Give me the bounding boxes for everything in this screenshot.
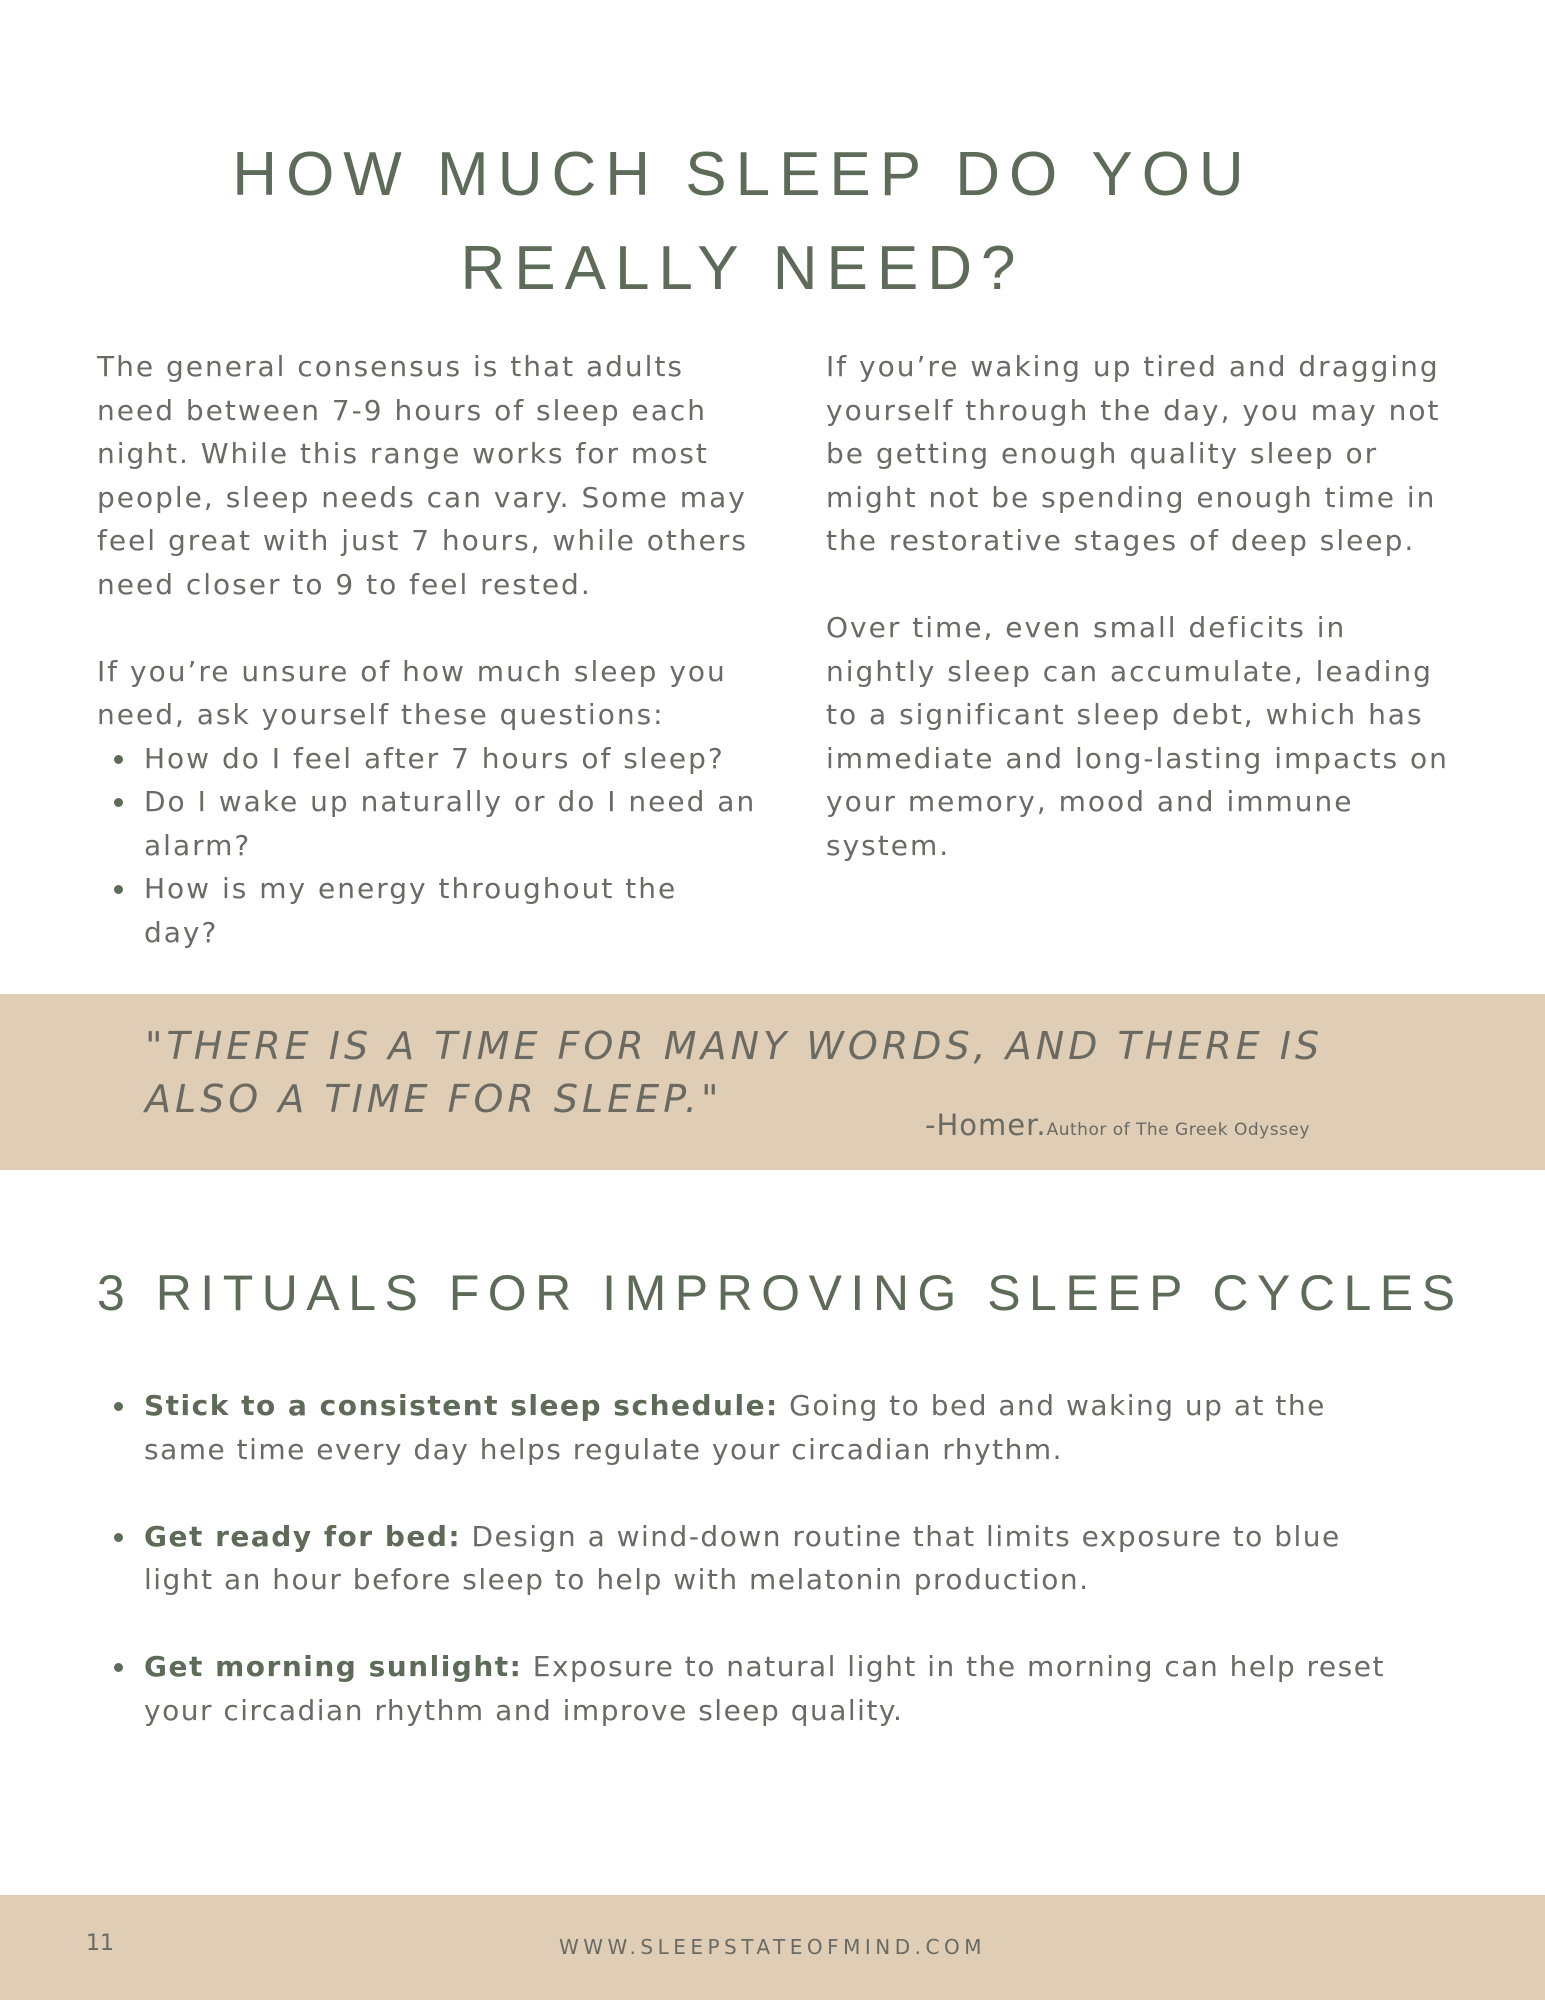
- page-title-line-2: REALLY NEED?: [460, 234, 1025, 303]
- left-paragraph-2: If you’re unsure of how much sleep you need, ask yourself these questions:: [97, 654, 727, 731]
- list-item: How is my energy throughout the day?: [97, 867, 757, 954]
- footer: [0, 1895, 1545, 2000]
- page-title: [120, 128, 1365, 316]
- right-column: [826, 345, 1466, 867]
- left-column: [97, 345, 757, 954]
- right-paragraph-2: Over time, even small deficits in nightly sleep can accumulate, leading to a significant sleep debt, which has immediate and long-lasting impacts on your memory, mood and immune system.: [826, 611, 1449, 862]
- paragraph-spacer: [97, 606, 757, 650]
- quote-author: -Homer.: [925, 1108, 1047, 1142]
- page-title-line-1: HOW MUCH SLEEP DO YOU: [232, 140, 1253, 209]
- quote-band: [0, 994, 1545, 1170]
- list-item: Do I wake up naturally or do I need an alarm?: [97, 780, 757, 867]
- page-number: 11: [86, 1931, 114, 1956]
- quote-text: "THERE IS A TIME FOR MANY WORDS, AND THERE IS ALSO A TIME FOR SLEEP.": [145, 1024, 1324, 1121]
- quote-attribution: [925, 1108, 1310, 1142]
- rituals-list: [97, 1384, 1397, 1776]
- left-paragraph-1: The general consensus is that adults need between 7-9 hours of sleep each night. While this range works for most people, sleep needs can vary. Some may feel great with just 7 hours, while others need closer to 9 to feel rested.: [97, 350, 748, 601]
- questions-list: [97, 737, 757, 955]
- right-paragraph-1: If you’re waking up tired and dragging yourself through the day, you may not be getting enough quality sleep or might not be spending enough time in the restorative stages of deep sleep.: [826, 350, 1441, 557]
- paragraph-spacer: [826, 563, 1466, 607]
- ritual-text: Going to bed and waking up at the same time every day helps regulate your circadian rhythm.: [144, 1389, 1326, 1466]
- ritual-text: Design a wind-down routine that limits exposure to blue light an hour before sleep to help with melatonin production.: [144, 1519, 1341, 1596]
- list-item: How do I feel after 7 hours of sleep?: [97, 737, 757, 781]
- footer-url: WWW.SLEEPSTATEOFMIND.COM: [559, 1935, 986, 1959]
- ritual-heading: Get morning sunlight:: [144, 1650, 523, 1683]
- quote-author-role: Author of The Greek Odyssey: [1046, 1120, 1310, 1140]
- rituals-title: 3 RITUALS FOR IMPROVING SLEEP CYCLES: [97, 1265, 1464, 1321]
- list-item: [97, 1515, 1397, 1602]
- ritual-heading: Stick to a consistent sleep schedule:: [144, 1389, 779, 1422]
- list-item: [97, 1645, 1397, 1732]
- list-item: [97, 1384, 1397, 1471]
- ritual-heading: Get ready for bed:: [144, 1519, 462, 1553]
- ritual-text: Exposure to natural light in the morning can help reset your circadian rhythm and improve sleep quality.: [144, 1650, 1385, 1727]
